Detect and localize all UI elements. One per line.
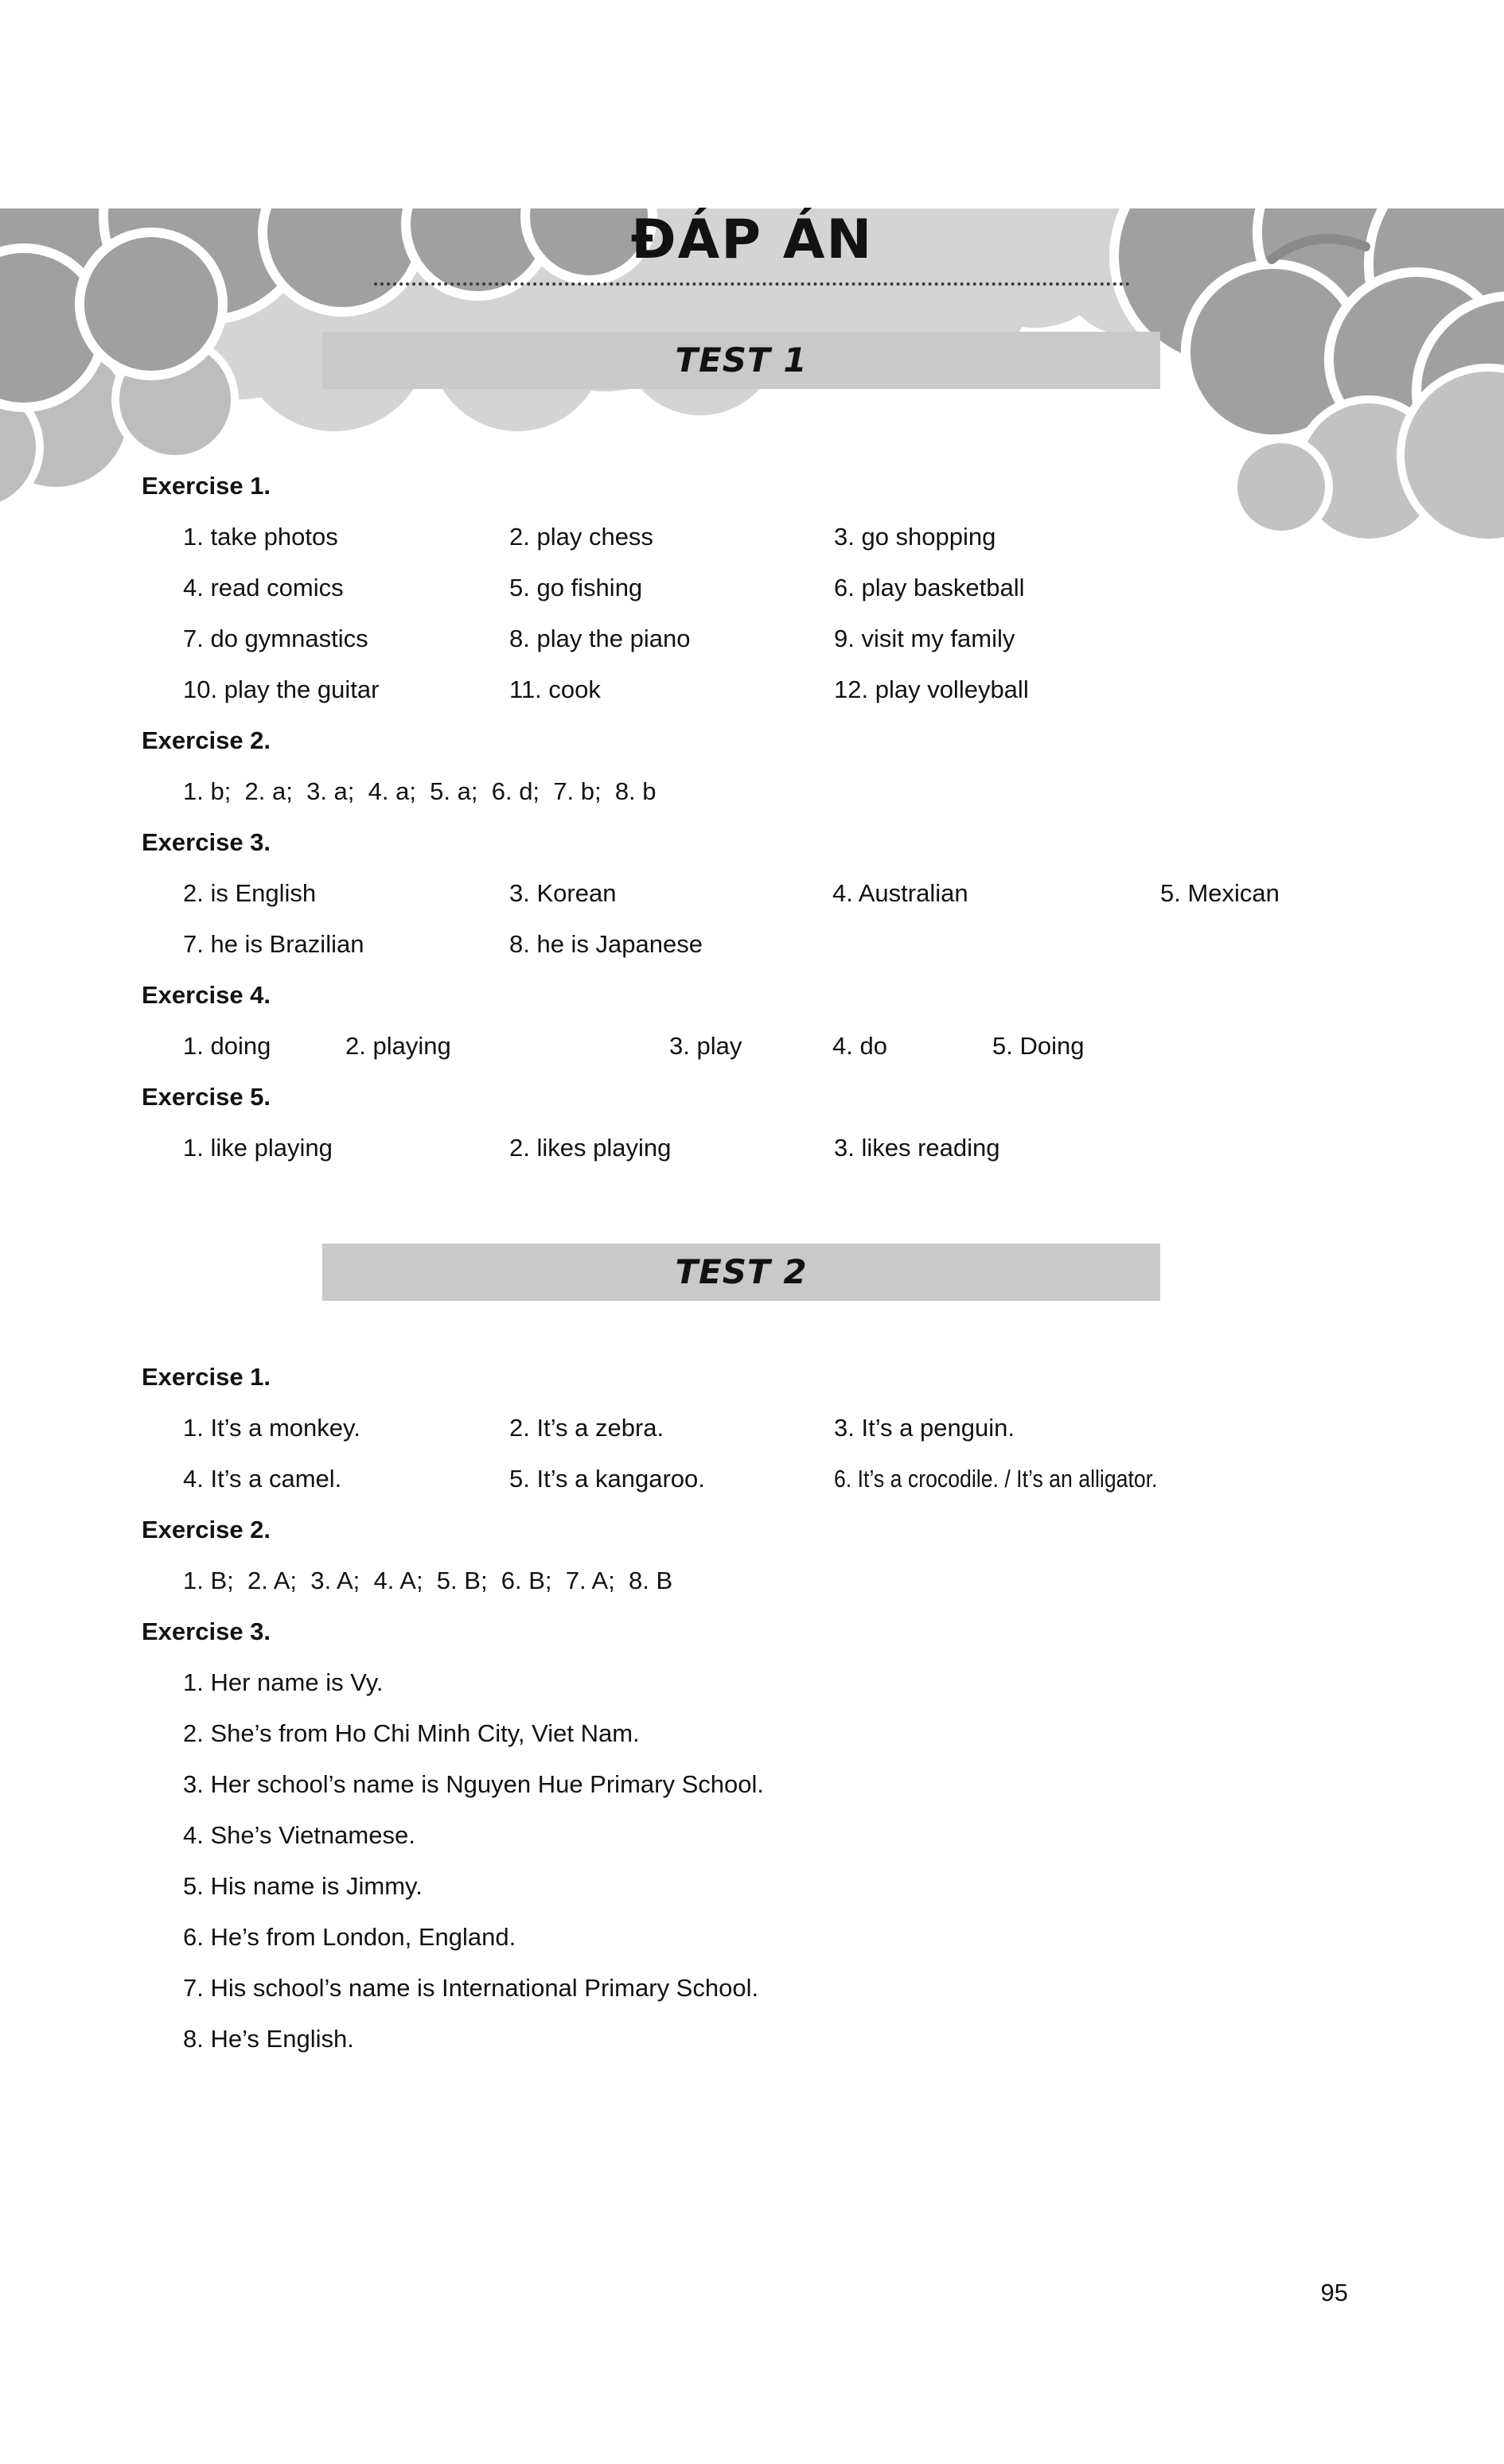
answer-cell: 1. take photos [183,523,338,551]
answer-line: 4. She’s Vietnamese. [183,1821,415,1849]
answer-cell: 9. visit my family [834,625,1015,652]
answer-row [142,1403,1504,1454]
exercise-heading: Exercise 3. [142,828,271,856]
answer-line: 3. Her school’s name is Nguyen Hue Primary School. [183,1770,764,1798]
answer-cell: 5. Doing [992,1032,1085,1060]
answer-line: 7. His school’s name is International Primary School. [183,1974,759,2002]
answer-cell: 1. like playing [183,1134,333,1162]
answer-cell: 4. read comics [183,574,344,601]
answer-cell: 12. play volleyball [834,675,1029,703]
answer-cell: 5. It’s a kangaroo. [509,1465,705,1493]
page-header [0,208,1504,286]
answer-row [142,868,1504,919]
page-title: ĐÁP ÁN [630,208,874,271]
answer-row [142,512,1504,562]
answer-cell: 7. he is Brazilian [183,930,364,958]
answer-cell: 6. It’s a crocodile. / It’s an alligator. [834,1465,1158,1493]
answer-cell: 1. doing [183,1032,271,1060]
test-2-banner [322,1244,1160,1301]
exercise-heading: Exercise 2. [142,726,271,754]
answers-content [0,332,1504,2065]
answer-line: 1. Her name is Vy. [183,1668,384,1696]
answer-cell: 5. Mexican [1160,879,1280,907]
answer-row [142,664,1504,715]
answer-cell: 3. likes reading [834,1134,1000,1162]
exercise-heading: Exercise 3. [142,1617,271,1645]
answer-cell: 10. play the guitar [183,675,380,703]
answer-row [142,1454,1504,1504]
answer-line: 5. His name is Jimmy. [183,1872,423,1900]
exercise-heading: Exercise 5. [142,1083,271,1111]
answer-cell: 4. Australian [832,879,968,907]
answer-cell: 8. play the piano [509,625,691,652]
answer-line: 8. He’s English. [183,2025,354,2053]
exercise-heading: Exercise 1. [142,1363,271,1391]
answer-cell: 5. go fishing [509,574,643,601]
answer-cell: 4. do [832,1032,887,1060]
answer-cell: 11. cook [509,675,601,703]
answer-key-page [0,208,1504,2306]
title-underline [374,282,1130,286]
exercise-heading: Exercise 2. [142,1516,271,1543]
answer-cell: 8. he is Japanese [509,930,703,958]
exercise-heading: Exercise 1. [142,472,271,500]
answer-cell: 2. likes playing [509,1134,672,1162]
test-1-label: TEST 1 [675,341,808,380]
answer-line: 6. He’s from London, England. [183,1923,516,1951]
answer-row [142,1021,1504,1072]
answer-line: 2. She’s from Ho Chi Minh City, Viet Nam. [183,1719,640,1747]
answer-row [142,919,1504,970]
test-1-banner [322,332,1160,389]
answer-cell: 6. play basketball [834,574,1025,601]
answer-row [142,1123,1504,1174]
answer-cell: 1. It’s a monkey. [183,1414,360,1442]
answer-cell: 7. do gymnastics [183,625,368,652]
answer-cell: 2. play chess [509,523,653,551]
answer-cell: 4. It’s a camel. [183,1465,342,1493]
answer-cell: 3. go shopping [834,523,996,551]
answer-cell: 2. is English [183,879,317,907]
answer-cell: 2. playing [345,1032,451,1060]
answer-cell: 3. play [669,1032,742,1060]
answer-cell: 2. It’s a zebra. [509,1414,664,1442]
answer-line: 1. b; 2. a; 3. a; 4. a; 5. a; 6. d; 7. b; 8. b [183,777,657,805]
answer-cell: 3. Korean [509,879,617,907]
answer-cell: 3. It’s a penguin. [834,1414,1015,1442]
answer-line: 1. B; 2. A; 3. A; 4. A; 5. B; 6. B; 7. A; 8. B [183,1567,673,1594]
page-number: 95 [1320,2279,1348,2306]
exercise-heading: Exercise 4. [142,981,271,1009]
test-2-label: TEST 2 [675,1252,808,1291]
answer-row [142,562,1504,613]
answer-row [142,613,1504,664]
